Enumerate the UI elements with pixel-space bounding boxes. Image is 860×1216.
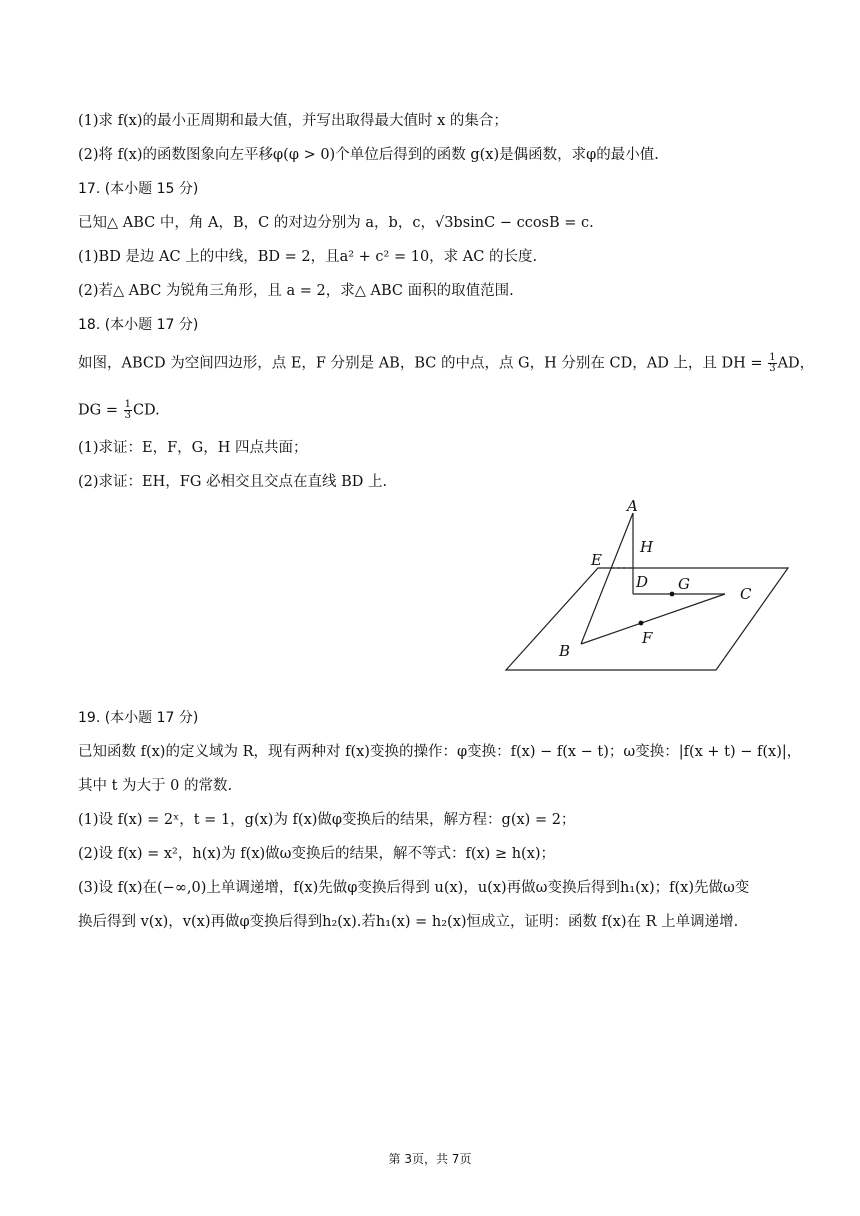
- page-footer: 第 3页，共 7页: [388, 1152, 472, 1166]
- q19-part3-line1: (3)设 f(x)在(−∞,0)上单调递增，f(x)先做φ变换后得到 u(x)，u(x)再做ω变换后得到h₁(x)；f(x)先做ω变: [78, 880, 750, 896]
- q17-part2: (2)若△ ABC 为锐角三角形，且 a = 2，求△ ABC 面积的取值范围.: [78, 283, 514, 299]
- label-f: F: [642, 629, 653, 647]
- q19-heading: 19. (本小题 17 分): [78, 710, 199, 726]
- label-d: D: [636, 573, 649, 591]
- point-f: [639, 621, 644, 626]
- label-c: C: [740, 585, 752, 603]
- fraction-denominator: 3: [124, 410, 131, 421]
- q16-part1: (1)求 f(x)的最小正周期和最大值，并写出取得最大值时 x 的集合；: [78, 113, 508, 129]
- q18-stem2-text: DG =: [78, 402, 118, 419]
- q17-part1: (1)BD 是边 AC 上的中线，BD = 2，且a² + c² = 10，求 AC 的长度.: [78, 249, 538, 265]
- q18-part1: (1)求证：E，F，G，H 四点共面；: [78, 440, 308, 456]
- q19-part2: (2)设 f(x) = x²，h(x)为 f(x)做ω变换后的结果，解不等式：f(x) ≥ h(x)；: [78, 846, 556, 862]
- label-h: H: [640, 538, 654, 556]
- spatial-quadrilateral-figure: [490, 490, 800, 675]
- q18-stem-tail: AD，: [777, 355, 815, 372]
- label-b: B: [559, 642, 571, 660]
- point-g: [670, 592, 675, 597]
- q19-part3-line2: 换后得到 v(x)，v(x)再做φ变换后得到h₂(x).若h₁(x) = h₂(x)恒成立，证明：函数 f(x)在 R 上单调递增.: [78, 914, 739, 930]
- q18-stem2-tail: CD.: [132, 402, 160, 419]
- q16-part2: (2)将 f(x)的函数图象向左平移φ(φ > 0)个单位后得到的函数 g(x)是偶函数，求φ的最小值.: [78, 147, 659, 163]
- q19-stem-line1: 已知函数 f(x)的定义域为 R，现有两种对 f(x)变换的操作：φ变换：f(x) − f(x − t)；ω变换：|f(x + t) − f(x)|，: [78, 744, 802, 760]
- fraction-denominator: 3: [769, 363, 776, 374]
- q18-stem-line1: [78, 353, 814, 374]
- fraction-one-third: [124, 400, 132, 421]
- q19-part1: (1)设 f(x) = 2ˣ，t = 1，g(x)为 f(x)做φ变换后的结果，解方程：g(x) = 2；: [78, 812, 576, 828]
- label-g: G: [678, 575, 690, 593]
- label-e: E: [591, 551, 602, 569]
- segment-bc: [581, 594, 725, 644]
- fraction-numerator: 1: [124, 399, 131, 410]
- q18-stem-text: 如图，ABCD 为空间四边形，点 E，F 分别是 AB，BC 的中点，点 G，H 分别在 CD，AD 上，且 DH =: [78, 355, 763, 372]
- fraction-one-third: [768, 353, 776, 374]
- q18-part2: (2)求证：EH，FG 必相交且交点在直线 BD 上.: [78, 474, 388, 490]
- q17-stem: 已知△ ABC 中，角 A，B，C 的对边分别为 a，b，c，√3bsinC − ccosB = c.: [78, 215, 594, 231]
- q17-heading: 17. (本小题 15 分): [78, 181, 199, 197]
- q18-heading: 18. (本小题 17 分): [78, 317, 199, 333]
- fraction-numerator: 1: [769, 352, 776, 363]
- q18-stem-line2: [78, 400, 160, 421]
- q19-stem-line2: 其中 t 为大于 0 的常数.: [78, 778, 233, 794]
- label-a: A: [627, 497, 638, 515]
